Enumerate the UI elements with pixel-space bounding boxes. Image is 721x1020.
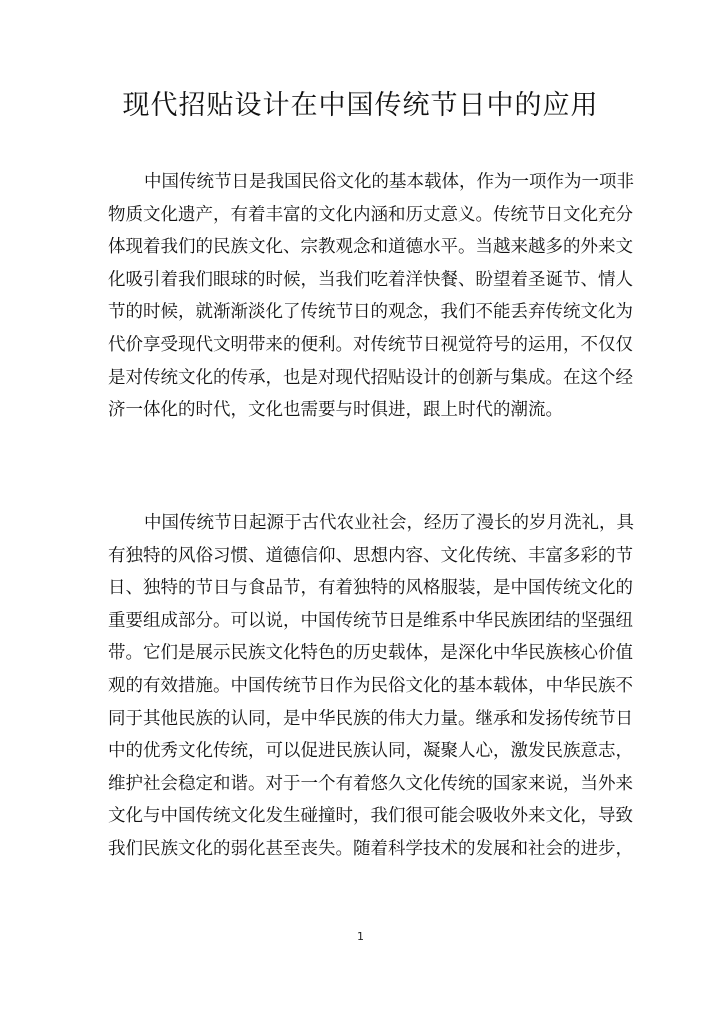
text-line: 中国传统节日是我国民俗文化的基本载体，作为一项作为一项非 <box>144 172 634 192</box>
paragraph-2 <box>108 507 634 866</box>
text-line: 体现着我们的民族文化、宗教观念和道德水平。当越来越多的外来文 <box>108 237 633 258</box>
text-line: 是对传统文化的传承，也是对现代招贴设计的创新与集成。在这个经 <box>108 367 633 388</box>
page-number: 1 <box>357 930 364 943</box>
text-line: 带。它们是展示民族文化特色的历史载体，是深化中华民族核心价值 <box>108 643 633 664</box>
document-title: 现代招贴设计在中国传统节日中的应用 <box>122 90 599 121</box>
text-line: 济一体化的时代，文化也需要与时俱进，跟上时代的潮流。 <box>108 400 563 421</box>
text-line: 文化与中国传统文化发生碰撞时，我们很可能会吸收外来文化，导致 <box>108 806 633 827</box>
text-line: 化吸引着我们眼球的时候，当我们吃着洋快餐、盼望着圣诞节、情人 <box>108 269 633 290</box>
text-line: 物质文化遗产，有着丰富的文化内涵和历丈意义。传统节日文化充分 <box>108 204 633 225</box>
text-line: 日、独特的节日与食品节，有着独特的风格服装，是中国传统文化的 <box>108 578 633 599</box>
text-line: 中的优秀文化传统，可以促进民族认同，凝聚人心，激发民族意志， <box>108 741 633 762</box>
paragraph-1 <box>108 166 634 427</box>
text-line: 中国传统节日起源于古代农业社会，经历了漫长的岁月洗礼，具 <box>144 513 634 533</box>
text-line: 同于其他民族的认同，是中华民族的伟大力量。继承和发扬传统节日 <box>108 708 633 729</box>
text-line: 观的有效措施。中国传统节日作为民俗文化的基本载体，中华民族不 <box>108 675 633 696</box>
text-line: 我们民族文化的弱化甚至丧失。随着科学技术的发展和社会的进步， <box>108 838 633 859</box>
text-line: 维护社会稳定和谐。对于一个有着悠久文化传统的国家来说，当外来 <box>108 773 633 794</box>
text-line: 有独特的风俗习惯、道德信仰、思想内容、文化传统、丰富多彩的节 <box>108 545 633 566</box>
text-line: 重要组成部分。可以说，中国传统节日是维系中华民族团结的坚强纽 <box>108 610 633 631</box>
text-line: 节的时候，就渐渐淡化了传统节日的观念，我们不能丢弃传统文化为 <box>108 302 633 323</box>
text-line: 代价享受现代文明带来的便利。对传统节日视觉符号的运用，不仅仅 <box>108 334 633 355</box>
